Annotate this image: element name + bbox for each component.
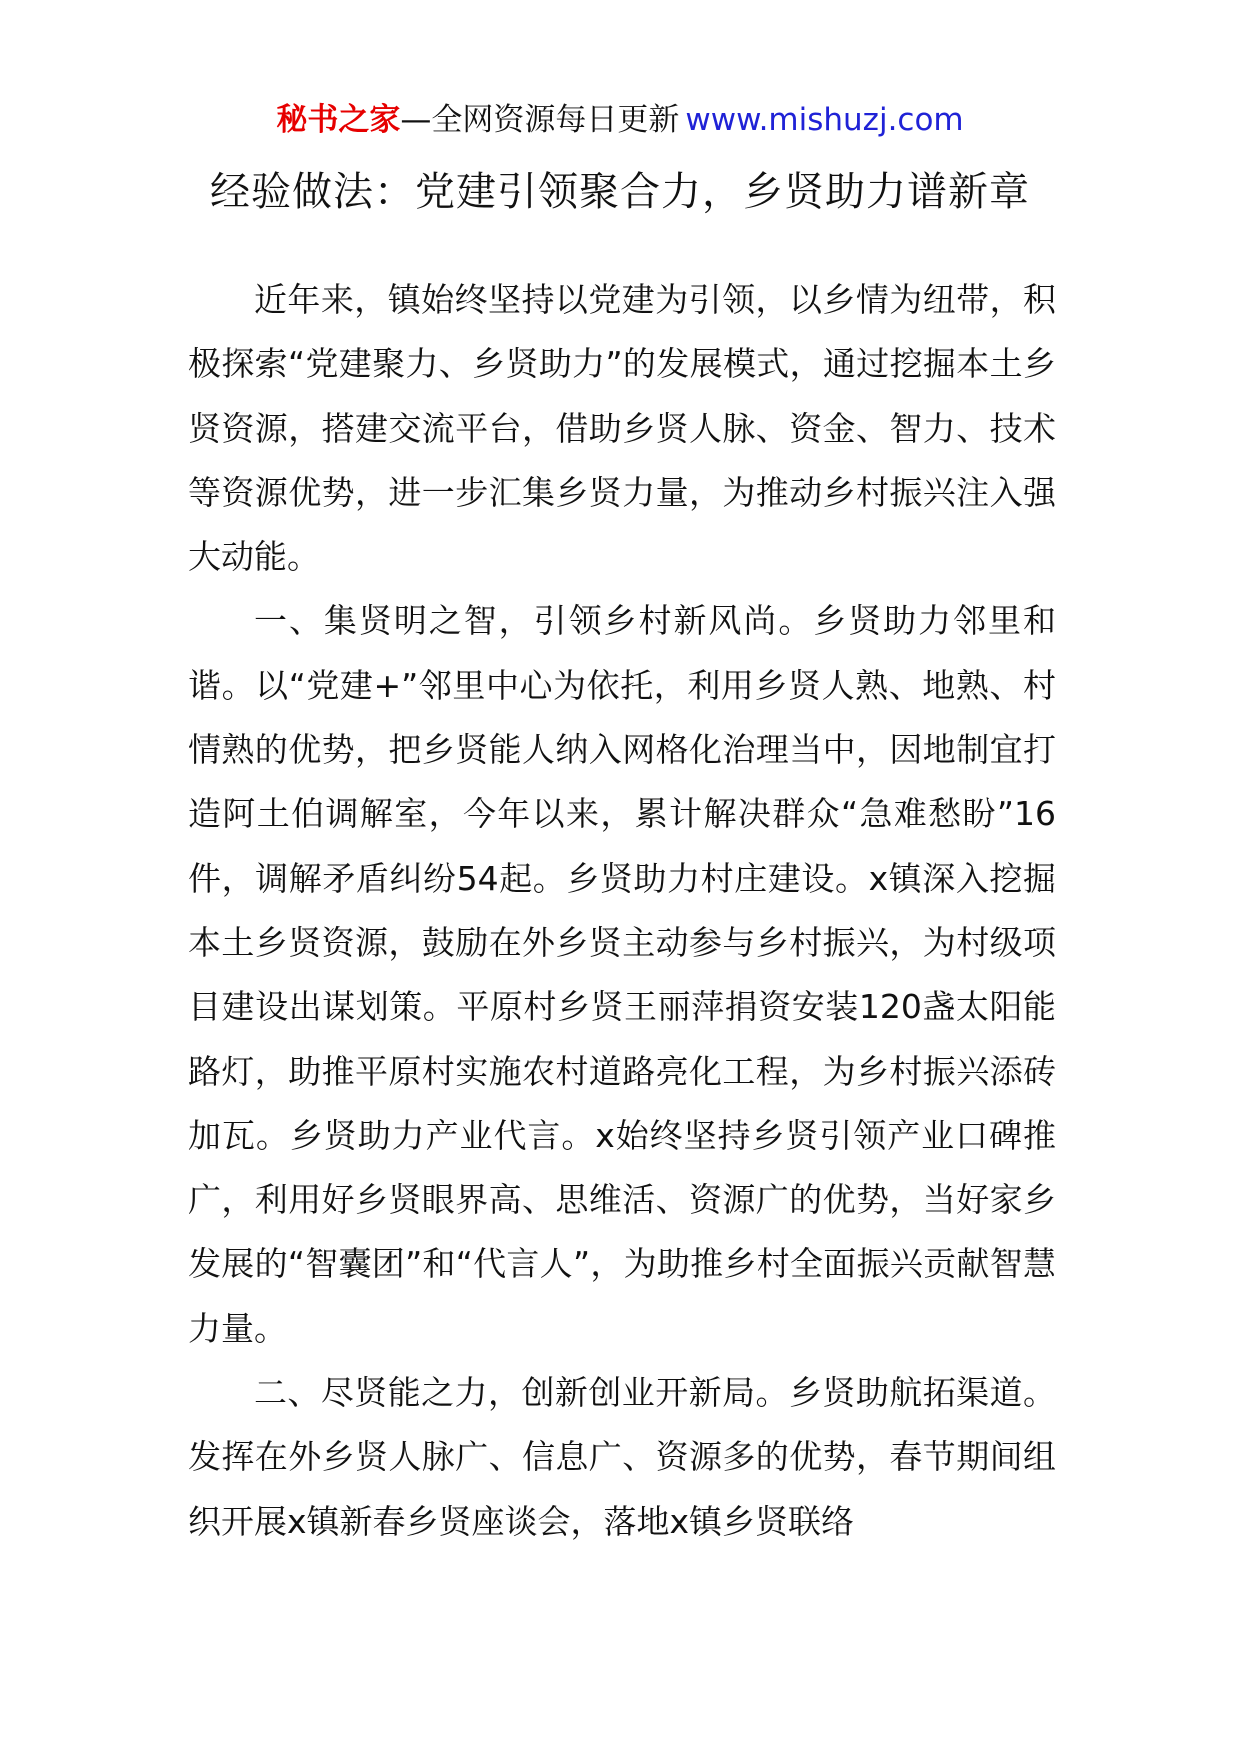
document-body bbox=[188, 268, 1056, 1554]
site-banner bbox=[0, 100, 1240, 140]
paragraph-intro: 近年来，镇始终坚持以党建为引领，以乡情为纽带，积极探索“党建聚力、乡贤助力”的发展模式，通过挖掘本土乡贤资源，搭建交流平台，借助乡贤人脉、资金、智力、技术等资源优势，进一步汇集乡贤力量，为推动乡村振兴注入强大动能。 bbox=[188, 280, 1056, 577]
brand-name: 秘书之家 bbox=[276, 102, 401, 138]
site-slogan: —全网资源每日更新 bbox=[400, 102, 680, 138]
document-title: 经验做法：党建引领聚合力，乡贤助力谱新章 bbox=[210, 169, 1030, 215]
paragraph-section-2: 二、尽贤能之力，创新创业开新局。乡贤助航拓渠道。发挥在外乡贤人脉广、信息广、资源多的优势，春节期间组织开展x镇新春乡贤座谈会，落地x镇乡贤联络 bbox=[188, 1373, 1056, 1541]
paragraph-section-1: 一、集贤明之智，引领乡村新风尚。乡贤助力邻里和谐。以“党建+”邻里中心为依托，利用乡贤人熟、地熟、村情熟的优势，把乡贤能人纳入网格化治理当中，因地制宜打造阿土伯调解室，今年以来，累计解决群众“急难愁盼”16件，调解矛盾纠纷54起。乡贤助力村庄建设。x镇深入挖掘本土乡贤资源，鼓励在外乡贤主动参与乡村振兴，为村级项目建设出谋划策。平原村乡贤王丽萍捐资安装120盏太阳能路灯，助推平原村实施农村道路亮化工程，为乡村振兴添砖加瓦。乡贤助力产业代言。x始终坚持乡贤引领产业口碑推广，利用好乡贤眼界高、思维活、资源广的优势，当好家乡发展的“智囊团”和“代言人”，为助推乡村全面振兴贡献智慧力量。 bbox=[188, 601, 1056, 1348]
site-url-link[interactable]: www.mishuzj.com bbox=[685, 102, 964, 138]
